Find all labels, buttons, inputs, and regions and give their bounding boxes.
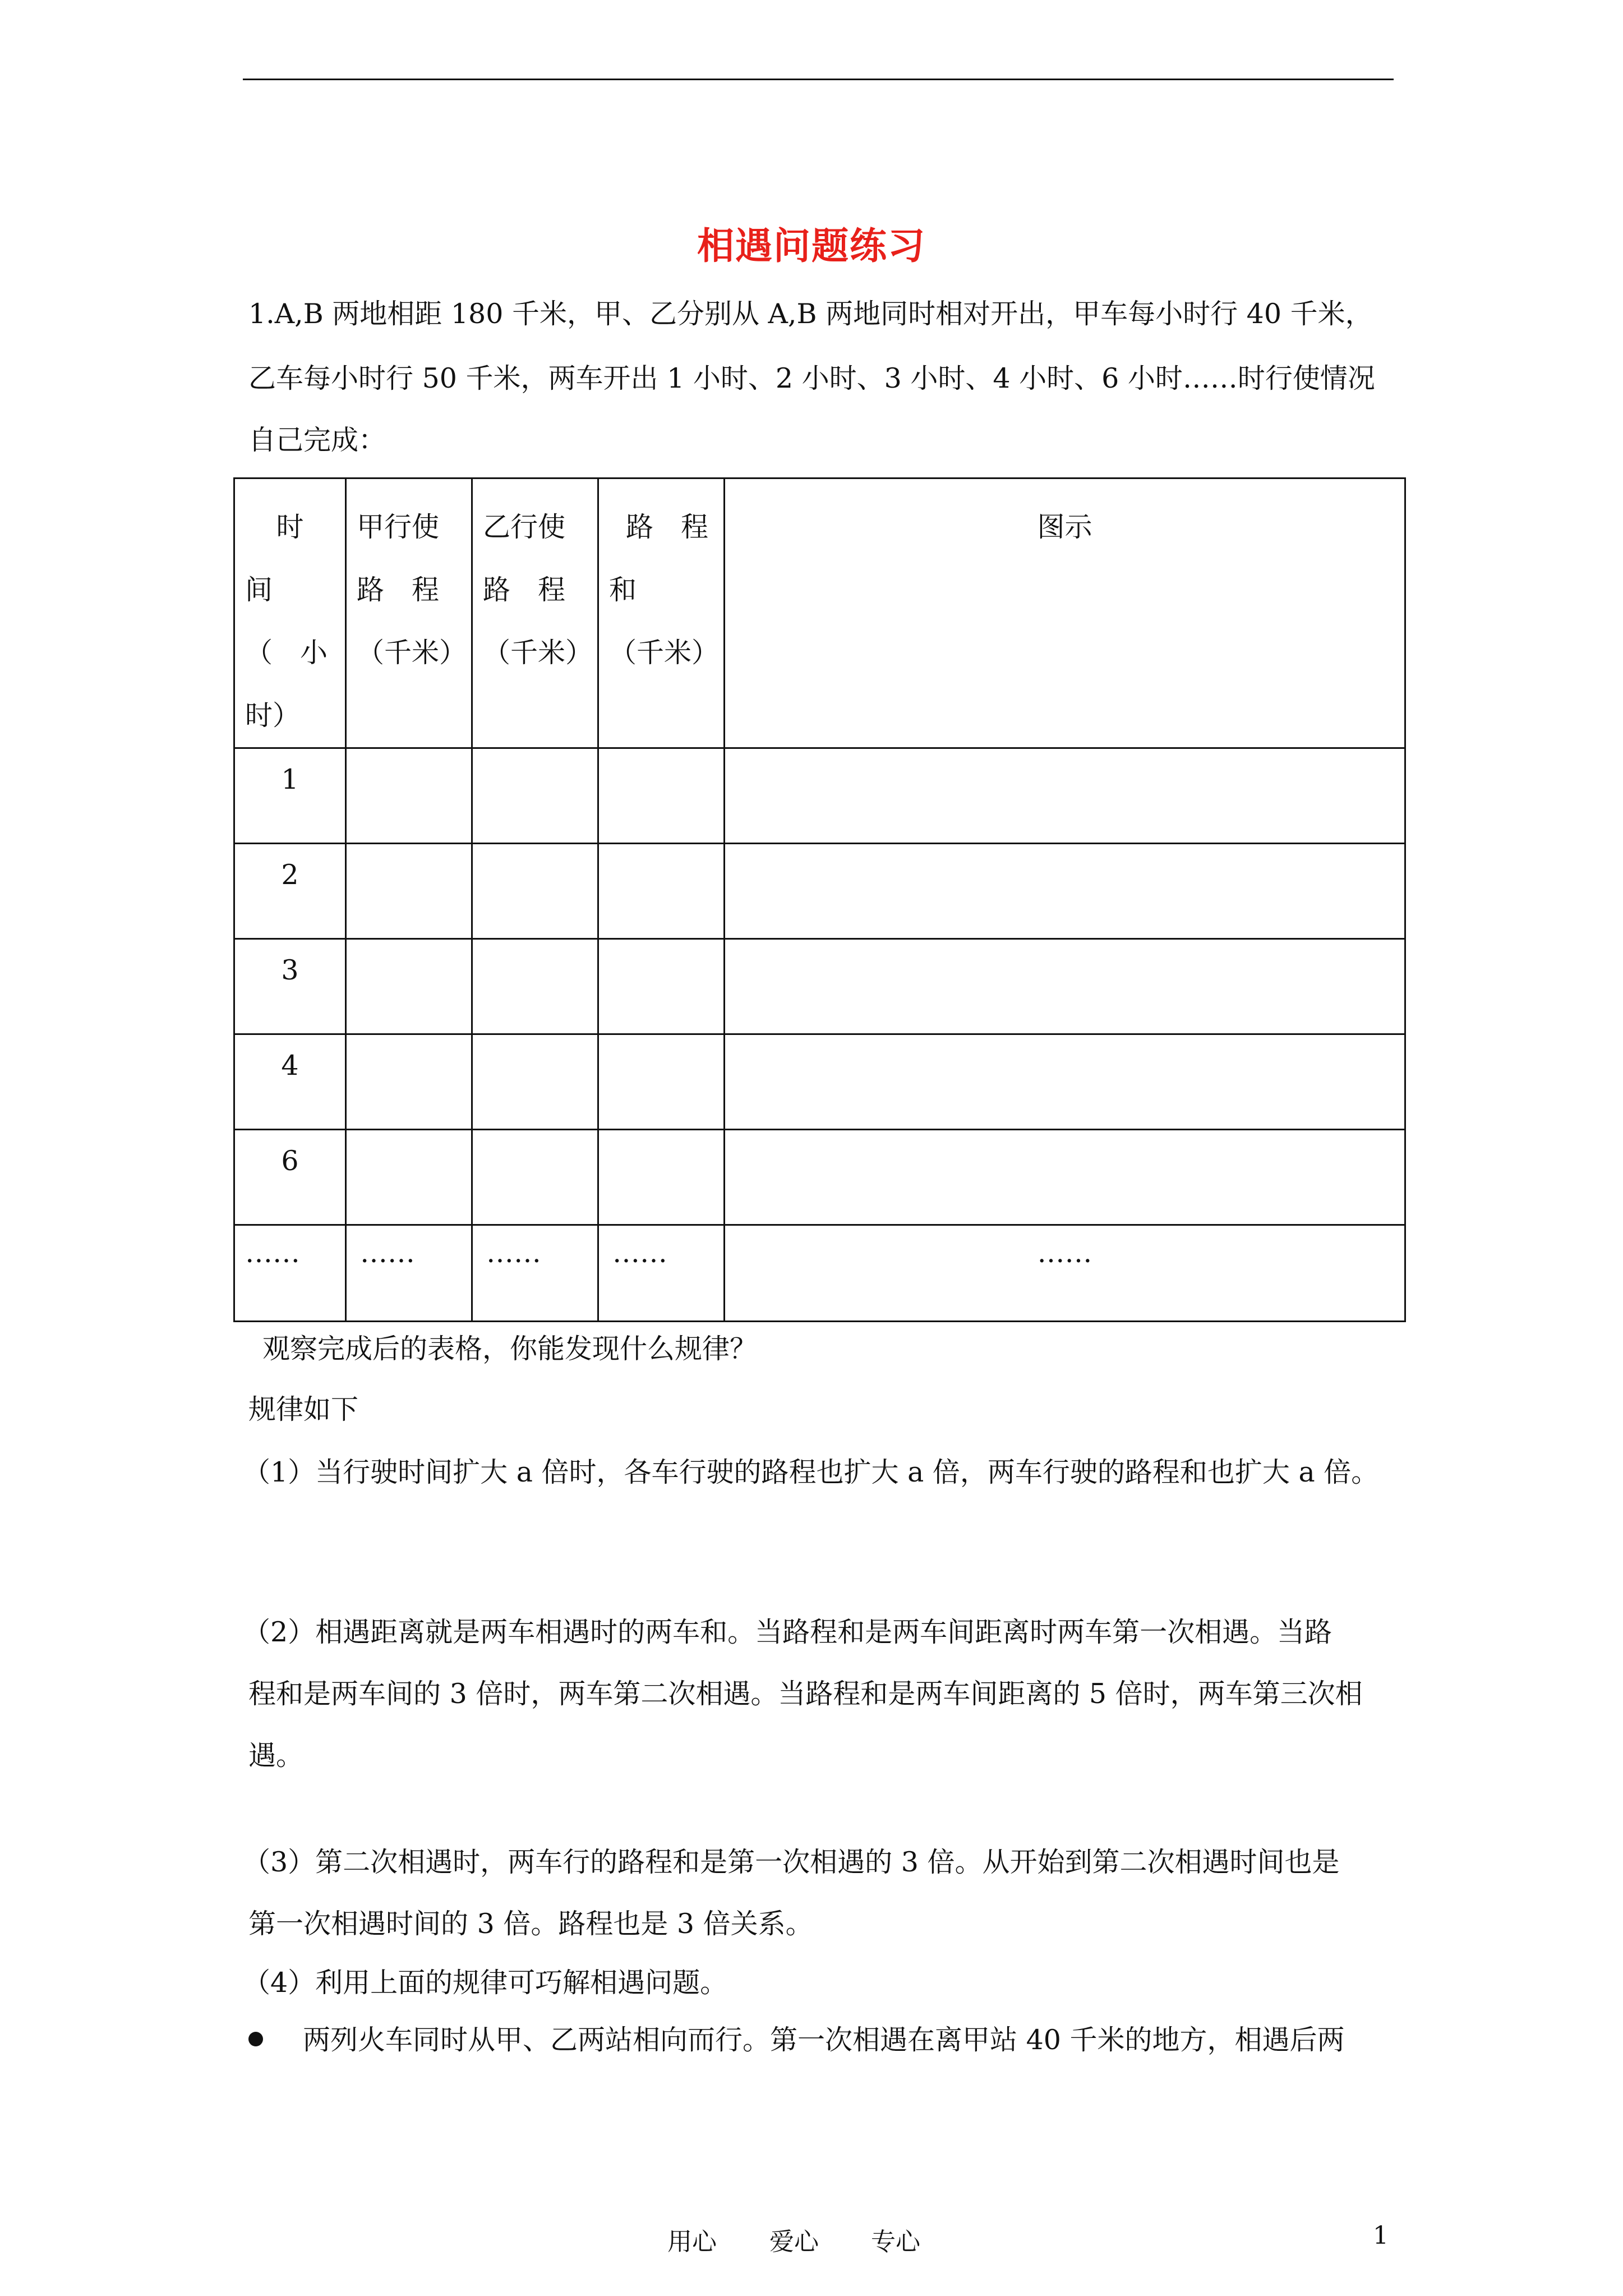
time-cell: 6 [234,1130,346,1225]
yi-input-cell[interactable] [472,1034,598,1130]
diagram-cell[interactable] [725,844,1405,939]
sum-input-cell[interactable] [598,844,725,939]
time-cell: 1 [234,748,346,844]
header-time: 时 间 （ 小 时） [234,478,346,748]
header-rule [243,79,1394,80]
time-cell: 2 [234,844,346,939]
diagram-cell[interactable] [725,939,1405,1034]
jia-input-cell[interactable] [346,939,472,1034]
rule-2-line-2: 程和是两车间的 3 倍时，两车第二次相遇。当路程和是两车间距离的 5 倍时，两车第三次相 [248,1678,1363,1710]
observe-question: 观察完成后的表格，你能发现什么规律？ [262,1333,758,1365]
travel-table [233,477,1406,1322]
diagram-cell[interactable] [725,1034,1405,1130]
rule-2-line-3: 遇。 [248,1740,304,1772]
header-diagram: 图示 [725,478,1405,748]
table-header-row [234,478,1405,748]
footer-motto-3: 专心 [871,2228,920,2256]
yi-input-cell[interactable] [472,939,598,1034]
table-row [234,1130,1405,1225]
yi-input-cell[interactable] [472,1130,598,1225]
ellipsis-cell: …… [346,1225,472,1322]
jia-input-cell[interactable] [346,748,472,844]
header-jia-distance: 甲行使 路 程 （千米） [346,478,472,748]
problem-line-3: 自己完成： [248,424,386,456]
sum-input-cell[interactable] [598,939,725,1034]
page-title: 相遇问题练习 [697,224,926,268]
rule-3-line-1: （3）第二次相遇时，两车行的路程和是第一次相遇的 3 倍。从开始到第二次相遇时间也是 [243,1846,1340,1878]
problem-line-2: 乙车每小时行 50 千米，两车开出 1 小时、2 小时、3 小时、4 小时、6 小时……时行使情况 [248,362,1375,394]
sum-input-cell[interactable] [598,1130,725,1225]
ellipsis-cell: …… [472,1225,598,1322]
table-row-ellipsis [234,1225,1405,1322]
rule-1: （1）当行驶时间扩大 a 倍时，各车行驶的路程也扩大 a 倍，两车行驶的路程和也扩大 a 倍。 [243,1456,1379,1488]
footer-motto-2: 爱心 [769,2228,819,2256]
table-row [234,748,1405,844]
jia-input-cell[interactable] [346,1130,472,1225]
example-problem: 两列火车同时从甲、乙两站相向而行。第一次相遇在离甲站 40 千米的地方，相遇后两 [303,2024,1345,2056]
diagram-cell[interactable] [725,1130,1405,1225]
diagram-cell[interactable] [725,748,1405,844]
table-row [234,844,1405,939]
sum-input-cell[interactable] [598,748,725,844]
rule-3-line-2: 第一次相遇时间的 3 倍。路程也是 3 倍关系。 [248,1908,813,1940]
table-row [234,939,1405,1034]
footer-motto-1: 用心 [667,2228,717,2256]
table-row [234,1034,1405,1130]
time-cell: 4 [234,1034,346,1130]
jia-input-cell[interactable] [346,844,472,939]
ellipsis-cell: …… [598,1225,725,1322]
ellipsis-cell: …… [725,1225,1405,1322]
page-number: 1 [1373,2221,1389,2250]
rule-2-line-1: （2）相遇距离就是两车相遇时的两车和。当路程和是两车间距离时两车第一次相遇。当路 [243,1616,1332,1648]
problem-line-1: 1.A,B 两地相距 180 千米，甲、乙分别从 A,B 两地同时相对开出，甲车每小时行 40 千米， [248,298,1373,330]
yi-input-cell[interactable] [472,844,598,939]
time-cell: 3 [234,939,346,1034]
yi-input-cell[interactable] [472,748,598,844]
header-yi-distance: 乙行使 路 程 （千米） [472,478,598,748]
bullet-icon [248,2032,263,2046]
jia-input-cell[interactable] [346,1034,472,1130]
ellipsis-cell: …… [234,1225,346,1322]
sum-input-cell[interactable] [598,1034,725,1130]
rule-4: （4）利用上面的规律可巧解相遇问题。 [243,1967,728,1999]
rules-intro: 规律如下 [248,1393,359,1425]
header-distance-sum: 路 程 和 （千米） [598,478,725,748]
